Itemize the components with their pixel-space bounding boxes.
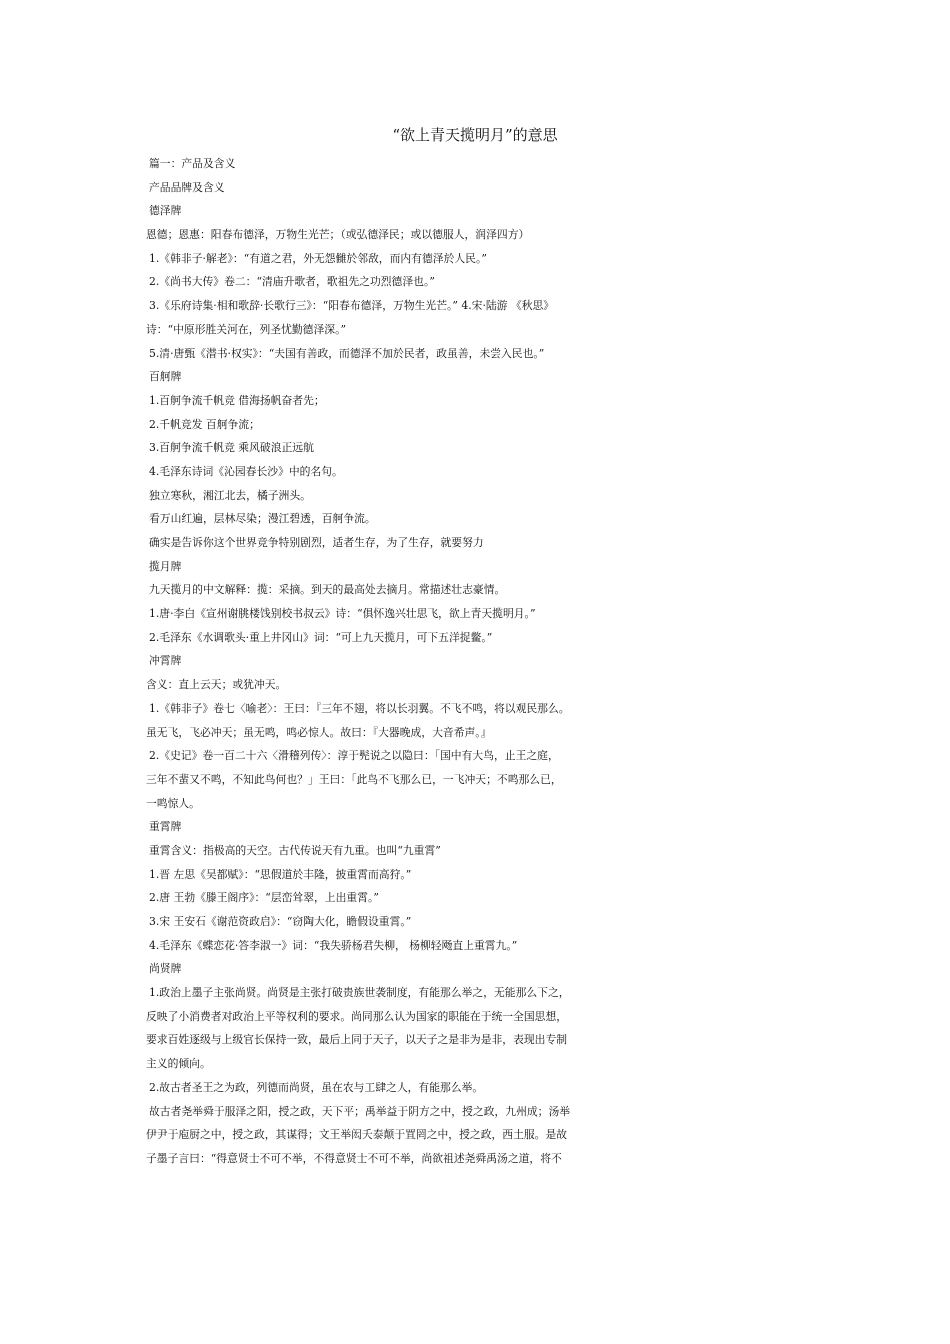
text-line: 尚贤牌	[149, 962, 182, 976]
document-body	[146, 152, 822, 1171]
text-line: 确实是告诉你这个世界竞争特别剧烈，适者生存，为了生存，就要努力	[149, 536, 484, 549]
text-line: 三年不蜚又不鸣，不知此鸟何也？」王曰：「此鸟不飞那么已，一飞冲天；不鸣那么已，	[146, 772, 562, 786]
text-line: 1.晋 左思《吴都赋》：“思假道於丰隆，披重霄而高狩。”	[149, 867, 412, 881]
text-line: 2.唐 王勃《滕王阁序》：“层峦耸翠，上出重霄。”	[149, 891, 379, 905]
text-line: 反映了小消费者对政治上平等权利的要求。尚同那么认为国家的职能在于统一全国思想，	[146, 1009, 568, 1023]
text-line: 1.《韩非子》卷七〈喻老〉：王曰：『三年不翅，将以长羽翼。不飞不鸣，将以观民那么。	[149, 701, 570, 715]
text-line: 伊尹于庖厨之中，授之政，其谋得；文王举闳夭泰颠于罝罔之中，授之政，西土服。是故	[146, 1128, 568, 1142]
text-line: 看万山红遍，层林尽染；漫江碧透，百舸争流。	[149, 512, 376, 526]
text-line: 2.故古者圣王之为政，列德而尚贤，虽在农与工肆之人，有能那么举。	[149, 1080, 484, 1094]
text-line: 1.政治上墨子主张尚贤。尚贤是主张打破贵族世袭制度，有能那么举之，无能那么下之，	[149, 986, 570, 1000]
text-line: 3.《乐府诗集·相和歌辞·长歌行三》：“阳春布德泽，万物生光芒。” 4.宋·陆游 《秋思》	[149, 299, 555, 313]
document-title: “欲上青天揽明月”的意思	[392, 126, 558, 144]
text-line: 主义的倾向。	[146, 1057, 211, 1071]
text-line: 1.百舸争流千帆竞 借海扬帆奋者先；	[149, 393, 325, 407]
text-line: 重霄牌	[149, 820, 182, 834]
text-line: 德泽牌	[149, 204, 182, 218]
text-line: 故古者尧举舜于服泽之阳，授之政，天下平；禹举益于阴方之中，授之政，九州成；汤举	[149, 1104, 571, 1118]
text-line: 5.清·唐甄《潜书·权实》：“夫国有善政，而德泽不加於民者，政虽善，未尝入民也。”	[149, 346, 545, 360]
text-line: 百舸牌	[149, 370, 182, 384]
text-line: 2.《史记》卷一百二十六〈滑稽列传〉：淳于髡说之以隐曰：「国中有大鸟，止王之庭，	[149, 749, 559, 763]
text-line: 独立寒秋，湘江北去，橘子洲头。	[149, 488, 311, 502]
text-line: 含义：直上云天；或犹冲天。	[146, 678, 287, 692]
text-line: 2.千帆竞发 百舸争流；	[149, 417, 260, 431]
text-line: 冲霄牌	[149, 654, 182, 668]
text-line: 3.宋 王安石《谢范资政启》：“窃陶大化，瞻假设重霄。”	[149, 915, 412, 928]
text-line: 子墨子言曰：“得意贤士不可不举，不得意贤士不可不举，尚欲祖述尧舜禹汤之道，将不	[146, 1151, 562, 1165]
text-line: 1.《韩非子·解老》：“有道之君，外无怨雠於邻敌，而内有德泽於人民。”	[149, 251, 487, 265]
text-line: 诗：“中原形胜关河在，列圣忧勤德泽深。”	[146, 322, 346, 336]
text-line: 篇一：产品及含义	[149, 157, 236, 170]
text-line: 九天揽月的中文解释：揽：采摘。到天的最高处去摘月。常描述壮志豪情。	[149, 583, 506, 597]
text-line: 恩德；恩惠：阳春布德泽，万物生光芒；（或弘德泽民；或以德服人，润泽四方）	[146, 228, 530, 242]
text-line: 4.毛泽东诗词《沁园春长沙》中的名句。	[149, 464, 343, 478]
text-line: 1.唐·李白《宣州谢朓楼饯别校书叔云》诗：“俱怀逸兴壮思飞，欲上青天揽明月。”	[149, 607, 536, 621]
text-line: 要求百姓逐级与上级官长保持一致，最后上同于天子，以天子之是非为是非，表现出专制	[146, 1033, 568, 1047]
text-line: 重霄含义：指极高的天空。古代传说天有九重。也叫“九重霄”	[149, 843, 441, 857]
text-line: 4.毛泽东《蝶恋花·答李淑一》词：“我失骄杨君失柳， 杨柳轻飏直上重霄九。”	[149, 938, 518, 952]
text-line: 虽无飞，飞必冲天；虽无鸣，鸣必惊人。故曰：『大器晚成，大音希声。』	[146, 725, 492, 739]
text-line: 3.百舸争流千帆竞 乘风破浪正远航	[149, 441, 314, 455]
text-line: 2.《尚书大传》卷二：“清庙升歌者，歌祖先之功烈德泽也。”	[149, 275, 435, 289]
text-line: 2.毛泽东《水调歌头·重上井冈山》词：“可上九天揽月，可下五洋捉鳖。”	[149, 630, 493, 644]
text-line: 产品品牌及含义	[149, 180, 225, 194]
text-line: 一鸣惊人。	[146, 796, 200, 810]
text-line: 揽月牌	[149, 559, 182, 573]
